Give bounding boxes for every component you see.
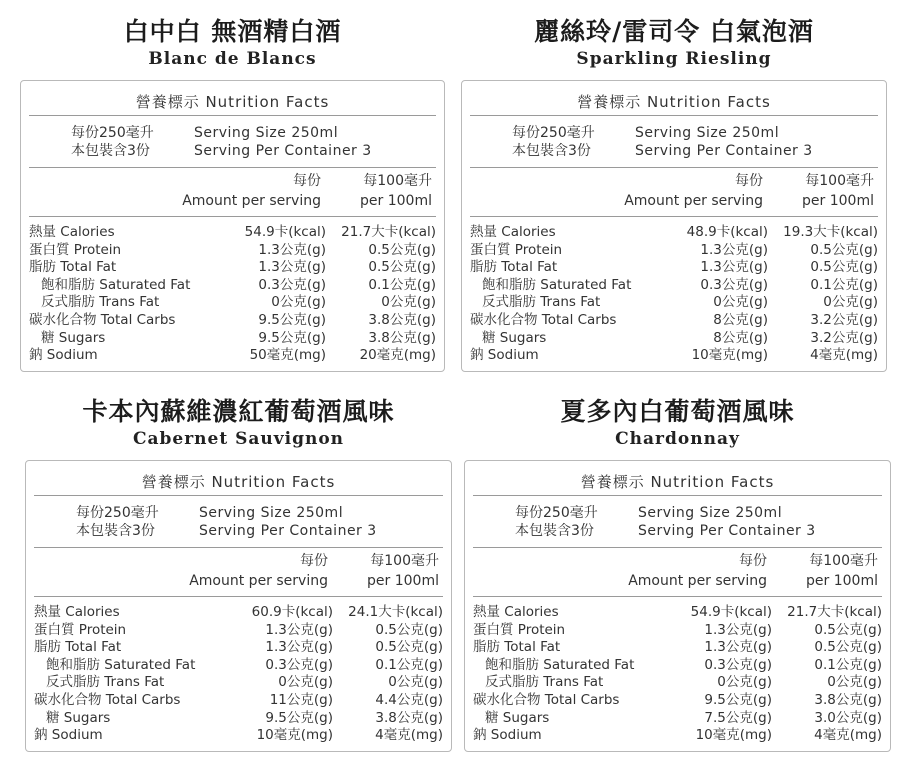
product-title-zh: 夏多內白葡萄酒風味 [560,397,795,426]
nutrient-label: 鈉 Sodium [34,727,103,744]
value-per-100ml: 0.5公克(g) [810,259,878,276]
nutrient-row-saturated-fat [34,657,443,675]
serving-size-en: Serving Size 250ml [199,505,344,521]
nutrient-label: 碳水化合物 Total Carbs [29,311,176,328]
servings-per-container-zh: 本包裝含3份 [512,143,591,159]
nutrient-label: 鈉 Sodium [473,727,542,744]
column-header-label: 每份 [300,553,328,569]
nutrient-row-total-carbs [470,312,878,330]
nutrient-label: 熱量 Calories [29,224,115,240]
column-header-per-100ml [367,551,439,591]
nutrient-label: 碳水化合物 Total Carbs [473,691,620,708]
value-per-100ml: 0.5公克(g) [814,621,882,638]
nutrient-label: 糖 Sugars [46,709,111,726]
column-header-label: per 100ml [806,573,878,589]
value-per-serving: 1.3公克(g) [700,241,768,258]
servings-per-container-en: Serving Per Container 3 [638,523,816,539]
divider [34,596,443,597]
nutrient-label: 熱量 Calories [470,224,556,240]
value-per-serving: 1.3公克(g) [258,241,326,258]
value-per-serving: 9.5公克(g) [258,329,326,346]
value-per-100ml: 0.5公克(g) [375,639,443,656]
nutrition-panel [25,460,452,752]
serving-info-en [194,124,372,160]
nutrient-rows [34,604,443,745]
divider [34,547,443,548]
value-per-100ml: 0.5公克(g) [368,259,436,276]
column-header-label: per 100ml [360,193,432,209]
product-title-zh: 卡本內蘇維濃紅葡萄酒風味 [82,397,395,426]
value-per-serving: 9.5公克(g) [258,311,326,328]
value-per-serving: 50毫克(mg) [249,347,326,364]
value-per-serving: 0公克(g) [713,294,768,311]
value-per-100ml: 0公克(g) [388,674,443,691]
nutrient-row-calories [470,224,878,242]
nutrient-row-protein [34,622,443,640]
value-per-100ml: 0.1公克(g) [375,656,443,673]
value-per-serving: 0.3公克(g) [258,276,326,293]
servings-per-container-zh: 本包裝含3份 [515,523,594,539]
nutrient-rows [470,224,878,365]
column-header-per-100ml [802,171,874,211]
serving-info-en [638,504,816,540]
nutrition-facts-title: 營養標示 Nutrition Facts [135,93,330,111]
product-chardonnay [464,380,891,760]
product-sparkling-riesling [461,0,887,375]
value-per-serving: 54.9卡(kcal) [244,224,326,240]
nutrient-label: 脂肪 Total Fat [34,639,122,656]
value-per-serving: 0.3公克(g) [700,276,768,293]
nutrition-facts-title: 營養標示 Nutrition Facts [580,473,775,491]
value-per-serving: 8公克(g) [713,311,768,328]
column-header-label: Amount per serving [628,573,767,589]
nutrient-row-saturated-fat [473,657,882,675]
nutrient-row-total-carbs [29,312,436,330]
value-per-100ml: 3.2公克(g) [810,311,878,328]
column-header-label: per 100ml [802,193,874,209]
value-per-serving: 1.3公克(g) [258,259,326,276]
servings-per-container-en: Serving Per Container 3 [194,143,372,159]
divider [470,167,878,168]
value-per-100ml: 4毫克(mg) [375,727,443,744]
serving-size-zh: 每份250毫升 [515,505,598,521]
nutrient-row-trans-fat [470,294,878,312]
nutrient-row-total-fat [29,259,436,277]
column-header-per-serving [182,171,321,211]
nutrient-label: 蛋白質 Protein [473,621,566,638]
serving-info-en [199,504,377,540]
value-per-100ml: 4毫克(mg) [810,347,878,364]
nutrient-label: 鈉 Sodium [29,347,98,364]
column-header-label: 每100毫升 [370,553,439,569]
nutrient-row-protein [470,242,878,260]
column-header-label: 每份 [739,553,767,569]
product-title-zh: 白中白 無酒精白酒 [123,17,342,46]
nutrient-label: 飽和脂肪 Saturated Fat [41,276,191,293]
nutrient-label: 糖 Sugars [485,709,550,726]
value-per-100ml: 0.1公克(g) [814,656,882,673]
value-per-serving: 9.5公克(g) [704,691,772,708]
value-per-100ml: 0.5公克(g) [375,621,443,638]
nutrient-label: 脂肪 Total Fat [470,259,558,276]
divider [473,495,882,496]
servings-per-container-en: Serving Per Container 3 [199,523,377,539]
value-per-serving: 9.5公克(g) [265,709,333,726]
value-per-serving: 1.3公克(g) [704,621,772,638]
nutrient-row-sodium [34,727,443,745]
value-per-100ml: 3.8公克(g) [814,691,882,708]
column-header-label: 每100毫升 [363,173,432,189]
value-per-serving: 10毫克(mg) [691,347,768,364]
nutrient-row-trans-fat [473,674,882,692]
nutrient-row-total-fat [473,639,882,657]
value-per-100ml: 0.5公克(g) [810,241,878,258]
servings-per-container-zh: 本包裝含3份 [71,143,150,159]
nutrient-row-calories [34,604,443,622]
value-per-serving: 0公克(g) [717,674,772,691]
column-header-label: Amount per serving [624,193,763,209]
nutrient-label: 反式脂肪 Trans Fat [46,674,165,691]
nutrient-row-trans-fat [34,674,443,692]
nutrition-facts-title: 營養標示 Nutrition Facts [577,93,771,111]
serving-size-en: Serving Size 250ml [638,505,783,521]
nutrient-label: 脂肪 Total Fat [473,639,561,656]
nutrient-row-calories [29,224,436,242]
nutrient-row-sodium [29,347,436,365]
nutrient-row-sugars [473,710,882,728]
column-header-per-serving [624,171,763,211]
nutrient-label: 鈉 Sodium [470,347,539,364]
nutrient-label: 反式脂肪 Trans Fat [485,674,604,691]
nutrient-row-sugars [34,710,443,728]
nutrition-panel [20,80,445,372]
column-header-per-100ml [806,551,878,591]
value-per-serving: 0公克(g) [278,674,333,691]
nutrient-label: 糖 Sugars [482,329,547,346]
divider [29,167,436,168]
value-per-serving: 10毫克(mg) [256,727,333,744]
value-per-serving: 1.3公克(g) [700,259,768,276]
column-header-label: per 100ml [367,573,439,589]
serving-info-zh [512,124,595,160]
divider [473,596,882,597]
nutrient-row-sugars [470,330,878,348]
value-per-serving: 0.3公克(g) [704,656,772,673]
nutrient-row-sodium [473,727,882,745]
servings-per-container-en: Serving Per Container 3 [635,143,813,159]
value-per-serving: 0.3公克(g) [265,656,333,673]
serving-info-zh [71,124,154,160]
divider [473,547,882,548]
value-per-serving: 60.9卡(kcal) [251,604,333,620]
nutrient-label: 反式脂肪 Trans Fat [482,294,601,311]
nutrient-row-total-fat [34,639,443,657]
value-per-100ml: 21.7大卡(kcal) [787,604,882,620]
value-per-100ml: 0公克(g) [381,294,436,311]
nutrient-label: 熱量 Calories [34,604,120,620]
product-title-en: Sparkling Riesling [576,49,772,69]
nutrient-row-saturated-fat [29,277,436,295]
nutrient-rows [473,604,882,745]
nutrient-label: 碳水化合物 Total Carbs [470,311,617,328]
column-header-label: 每100毫升 [805,173,874,189]
nutrient-row-protein [473,622,882,640]
nutrient-label: 碳水化合物 Total Carbs [34,691,181,708]
nutrient-row-total-carbs [34,692,443,710]
divider [34,495,443,496]
value-per-100ml: 0公克(g) [823,294,878,311]
value-per-100ml: 3.0公克(g) [814,709,882,726]
value-per-100ml: 19.3大卡(kcal) [783,224,878,240]
servings-per-container-zh: 本包裝含3份 [76,523,155,539]
serving-size-zh: 每份250毫升 [512,125,595,141]
column-header-label: 每份 [735,173,763,189]
value-per-100ml: 21.7大卡(kcal) [341,224,436,240]
value-per-100ml: 0.1公克(g) [810,276,878,293]
nutrient-label: 反式脂肪 Trans Fat [41,294,160,311]
nutrient-label: 蛋白質 Protein [29,241,122,258]
nutrient-row-calories [473,604,882,622]
nutrient-row-sodium [470,347,878,365]
nutrient-rows [29,224,436,365]
nutrient-row-total-carbs [473,692,882,710]
nutrition-facts-title: 營養標示 Nutrition Facts [141,473,336,491]
value-per-100ml: 0.5公克(g) [814,639,882,656]
column-header-label: Amount per serving [182,193,321,209]
column-header-per-100ml [360,171,432,211]
value-per-serving: 1.3公克(g) [265,639,333,656]
nutrient-label: 糖 Sugars [41,329,106,346]
value-per-serving: 10毫克(mg) [695,727,772,744]
nutrient-row-sugars [29,330,436,348]
product-cabernet-sauvignon [25,380,452,760]
nutrient-label: 脂肪 Total Fat [29,259,117,276]
serving-size-en: Serving Size 250ml [194,125,339,141]
nutrient-label: 飽和脂肪 Saturated Fat [482,276,632,293]
value-per-serving: 7.5公克(g) [704,709,772,726]
value-per-100ml: 4.4公克(g) [375,691,443,708]
serving-size-zh: 每份250毫升 [76,505,159,521]
serving-info-zh [515,504,598,540]
value-per-100ml: 20毫克(mg) [359,347,436,364]
nutrition-panel [464,460,891,752]
value-per-serving: 1.3公克(g) [704,639,772,656]
value-per-100ml: 0.5公克(g) [368,241,436,258]
divider [29,115,436,116]
value-per-100ml: 3.8公克(g) [368,311,436,328]
product-title-zh: 麗絲玲/雷司令 白氣泡酒 [534,17,814,46]
column-header-label: 每份 [293,173,321,189]
product-title-en: Cabernet Sauvignon [132,429,345,449]
column-header-label: Amount per serving [189,573,328,589]
nutrient-label: 飽和脂肪 Saturated Fat [485,656,635,673]
serving-info-en [635,124,813,160]
serving-info-zh [76,504,159,540]
value-per-100ml: 0.1公克(g) [368,276,436,293]
value-per-serving: 1.3公克(g) [265,621,333,638]
value-per-100ml: 4毫克(mg) [814,727,882,744]
serving-size-zh: 每份250毫升 [71,125,154,141]
nutrient-label: 蛋白質 Protein [470,241,563,258]
product-title-en: Blanc de Blancs [148,49,317,69]
column-header-label: 每100毫升 [809,553,878,569]
value-per-serving: 8公克(g) [713,329,768,346]
nutrient-label: 飽和脂肪 Saturated Fat [46,656,196,673]
nutrient-row-saturated-fat [470,277,878,295]
column-header-per-serving [628,551,767,591]
nutrient-row-protein [29,242,436,260]
product-blanc-de-blancs [20,0,445,375]
nutrient-row-trans-fat [29,294,436,312]
divider [470,115,878,116]
nutrition-panel [461,80,887,372]
value-per-100ml: 24.1大卡(kcal) [348,604,443,620]
divider [29,216,436,217]
column-header-per-serving [189,551,328,591]
divider [470,216,878,217]
value-per-serving: 54.9卡(kcal) [690,604,772,620]
product-title-en: Chardonnay [615,429,740,449]
serving-size-en: Serving Size 250ml [635,125,780,141]
value-per-100ml: 3.2公克(g) [810,329,878,346]
value-per-serving: 0公克(g) [271,294,326,311]
value-per-100ml: 0公克(g) [827,674,882,691]
value-per-100ml: 3.8公克(g) [375,709,443,726]
value-per-100ml: 3.8公克(g) [368,329,436,346]
nutrient-label: 蛋白質 Protein [34,621,127,638]
value-per-serving: 48.9卡(kcal) [686,224,768,240]
nutrient-row-total-fat [470,259,878,277]
value-per-serving: 11公克(g) [269,691,333,708]
nutrient-label: 熱量 Calories [473,604,559,620]
